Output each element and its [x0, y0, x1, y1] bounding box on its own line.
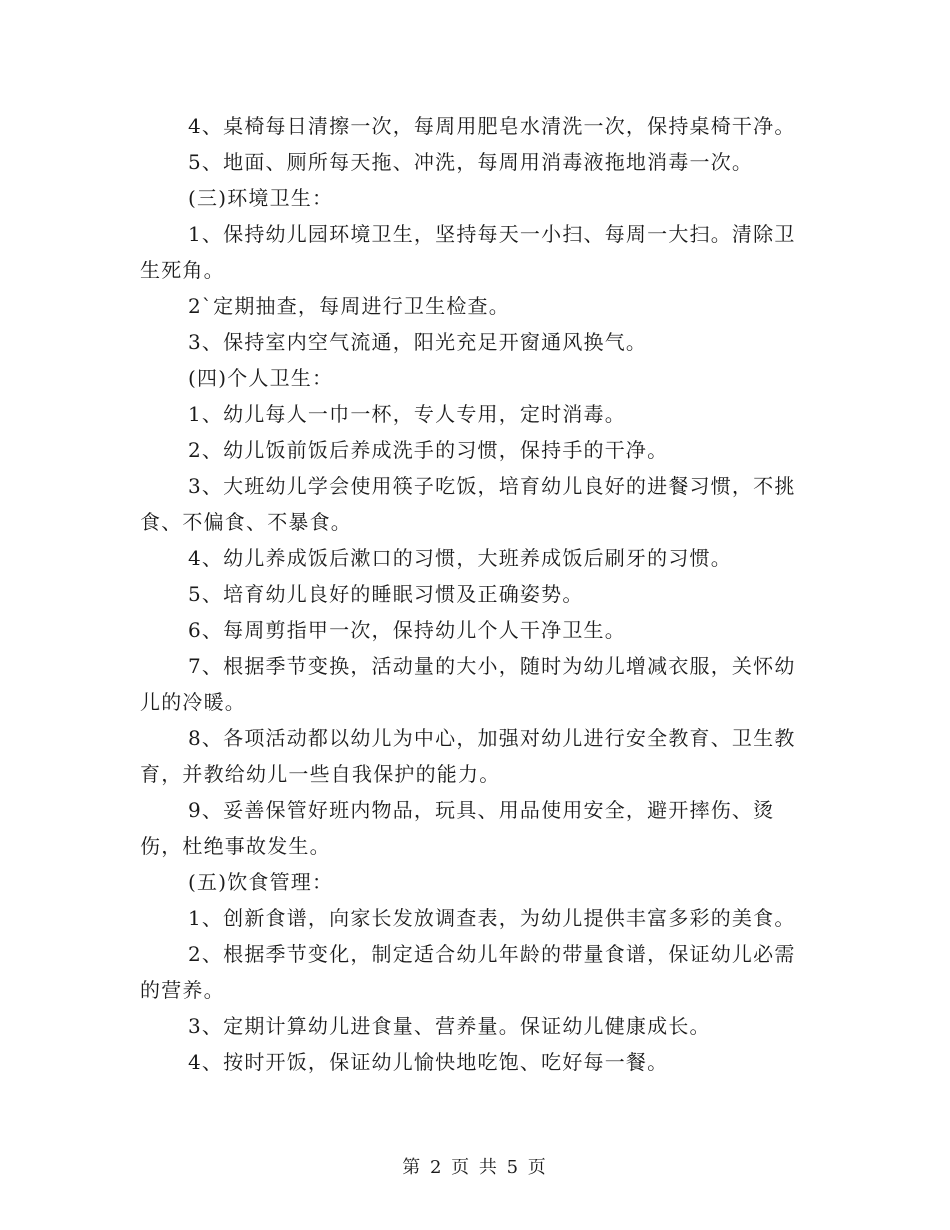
section-heading: (五)饮食管理： — [188, 870, 334, 894]
paragraph: 7、根据季节变换，活动量的大小，随时为幼儿增减衣服，关怀幼儿的冷暖。 — [140, 654, 796, 714]
paragraph: 8、各项活动都以幼儿为中心，加强对幼儿进行安全教育、卫生教育，并教给幼儿一些自我保护的能力。 — [140, 726, 796, 786]
section-heading: (四)个人卫生： — [188, 366, 334, 390]
paragraph: 1、保持幼儿园环境卫生，坚持每天一小扫、每周一大扫。清除卫生死角。 — [140, 222, 796, 282]
page-footer: 第 2 页 共 5 页 — [402, 1157, 548, 1178]
paragraph: 6、每周剪指甲一次，保持幼儿个人干净卫生。 — [188, 618, 626, 642]
section-heading: (三)环境卫生： — [188, 186, 334, 210]
paragraph: 2`定期抽查，每周进行卫生检查。 — [188, 294, 510, 318]
paragraph: 1、创新食谱，向家长发放调查表，为幼儿提供丰富多彩的美食。 — [188, 906, 796, 930]
paragraph: 3、保持室内空气流通，阳光充足开窗通风换气。 — [188, 330, 648, 354]
paragraph: 3、定期计算幼儿进食量、营养量。保证幼儿健康成长。 — [188, 1014, 711, 1038]
paragraph: 5、地面、厕所每天拖、冲洗，每周用消毒液拖地消毒一次。 — [188, 150, 754, 174]
paragraph: 5、培育幼儿良好的睡眠习惯及正确姿势。 — [188, 582, 584, 606]
paragraph: 9、妥善保管好班内物品，玩具、用品使用安全，避开摔伤、烫伤，杜绝事故发生。 — [140, 798, 775, 858]
paragraph: 4、幼儿养成饭后漱口的习惯，大班养成饭后刷牙的习惯。 — [188, 546, 732, 570]
paragraph: 4、桌椅每日清擦一次，每周用肥皂水清洗一次，保持桌椅干净。 — [188, 114, 796, 138]
paragraph: 2、幼儿饭前饭后养成洗手的习惯，保持手的干净。 — [188, 438, 669, 462]
paragraph: 2、根据季节变化，制定适合幼儿年龄的带量食谱，保证幼儿必需的营养。 — [140, 942, 796, 1002]
document-body — [140, 108, 815, 1080]
paragraph: 1、幼儿每人一巾一杯，专人专用，定时消毒。 — [188, 402, 626, 426]
paragraph: 3、大班幼儿学会使用筷子吃饭，培育幼儿良好的进餐习惯，不挑食、不偏食、不暴食。 — [140, 474, 796, 534]
paragraph: 4、按时开饭，保证幼儿愉快地吃饱、吃好每一餐。 — [188, 1050, 669, 1074]
